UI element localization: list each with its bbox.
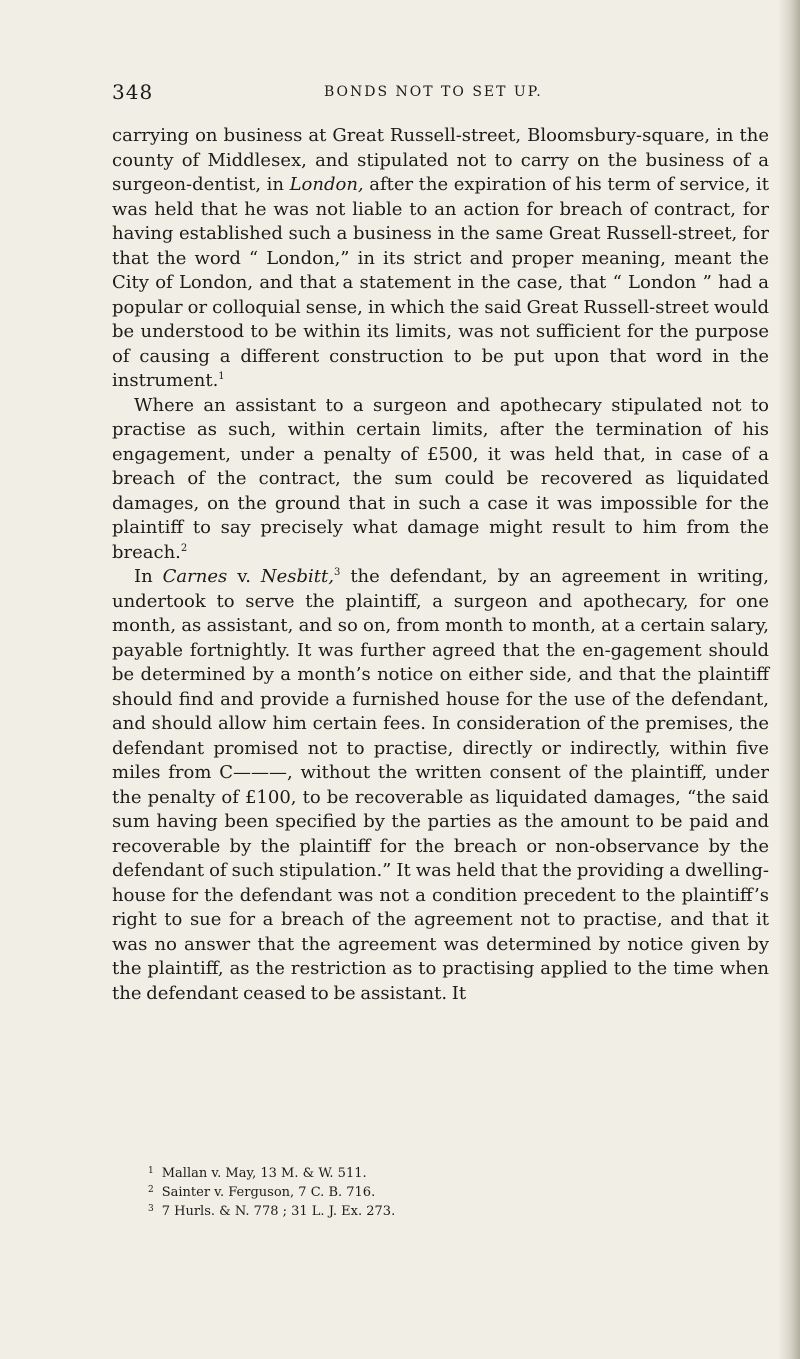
paragraph-2 (112, 394, 769, 566)
case-party-nesbitt: Nesbitt, (260, 566, 334, 587)
footnote-mark: 1 (148, 1166, 154, 1176)
running-head: BONDS NOT TO SET UP. (324, 84, 543, 100)
paragraph-3-text: the defendant, by an agreement in writing, undertook to serve the plaintiff, a surgeon and apothecary, for one month, as assistant, and so on, from month to month, at a certain salary, payable fortnightly. It was further agreed that the en-gagement should be determined by a month’s notice on either side, and that the plaintiff should find and provide a furnished house for the use of the defendant, and should allow him certain fees. In consideration of the premises, the defendant promised not to practise, directly or indirectly, within five miles from C———, without the written consent of the plaintiff, under the penalty of £100, to be recoverable as liquidated damages, “the said sum having been specified by the parties as the amount to be paid and recoverable by the plaintiff for the breach or non-observance by the defendant of such stipulation.” It was held that the providing a dwelling-house for the defendant was not a condition precedent to the plaintiff’s right to sue for a breach of the agreement not to practise, and that it was no answer that the agreement was determined by notice given by the plaintiff, as the restriction as to practising applied to the time when the defendant ceased to be assistant. It (112, 566, 769, 1004)
page-edge-shadow (778, 0, 800, 1359)
paragraph-1 (112, 124, 769, 394)
footnotes (148, 1163, 748, 1220)
footnote-mark: 2 (148, 1185, 154, 1195)
paragraph-3 (112, 565, 769, 1006)
paragraph-1-text-b: after the expiration of his term of service, it was held that he was not liable to an action for breach of contract, for having established such a business in the same Great Russell-street, for that the word “ London,” in its strict and proper meaning, meant the City of London, and that a statement in the case, that “ London ” had a popular or colloquial sense, in which the said Great Russell-street would be understood to be within its limits, was not sufficient for the purpose of causing a different construction to be put upon that word in the instrument. (112, 174, 769, 391)
footnote-3 (148, 1201, 748, 1220)
footnote-ref-3: 3 (334, 567, 341, 578)
footnote-ref-1: 1 (218, 371, 225, 382)
footnote-mark: 3 (148, 1204, 154, 1214)
footnote-text: 7 Hurls. & N. 778 ; 31 L. J. Ex. 273. (161, 1204, 396, 1219)
footnote-1 (148, 1163, 748, 1182)
footnote-text: Mallan v. May, 13 M. & W. 511. (161, 1166, 367, 1181)
paragraph-3-lead: In (134, 566, 163, 587)
footnote-ref-2: 2 (180, 542, 188, 554)
paragraph-2-text: Where an assistant to a surgeon and apothecary stipulated not to practise as such, within certain limits, after the termination of his engagement, under a penalty of £500, it was held that, in case of a breach of the contract, the sum could be recovered as liquidated damages, on the ground that in such a case it was impossible for the plaintiff to say precisely what damage might result to him from the breach. (112, 394, 769, 563)
footnote-2 (148, 1182, 748, 1201)
case-versus: v. (227, 566, 261, 587)
footnote-text: Sainter v. Ferguson, 7 C. B. 716. (161, 1185, 376, 1200)
page-number: 348 (112, 80, 154, 104)
paragraph-1-text-a: carrying on business at Great Russell-street, Bloomsbury-square, in the county of Middlesex, and stipulated not to carry on the business of a surgeon-dentist, in (112, 125, 769, 195)
case-party-carnes: Carnes (162, 566, 228, 587)
body-text (112, 124, 769, 1006)
page-header (112, 80, 772, 110)
london-italic: London, (289, 174, 364, 195)
